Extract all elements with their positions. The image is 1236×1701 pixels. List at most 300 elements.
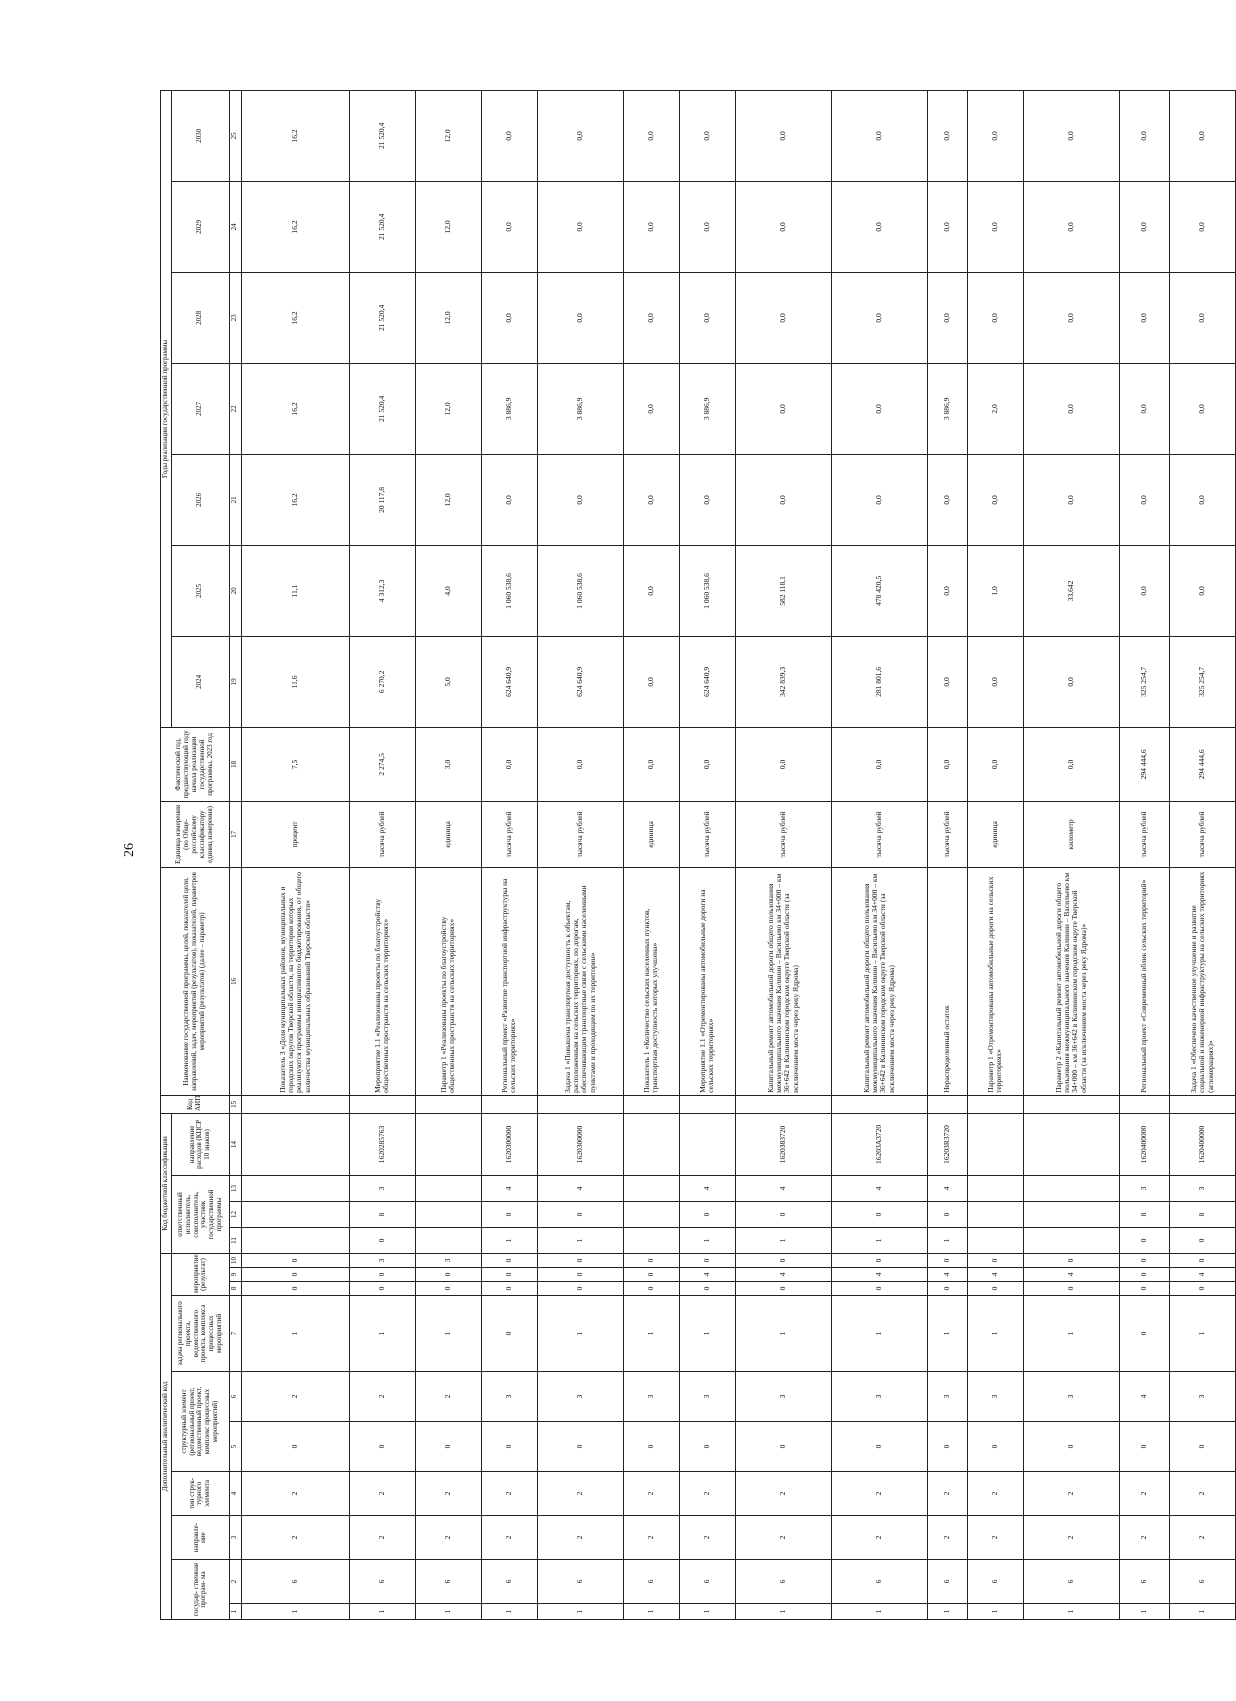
item-name-cell: Региональный проект «Развитие транспортной инфраструктуры на сельских территориях» (481, 867, 537, 1095)
header-years-group: Годы реализации государственной программы (161, 90, 172, 727)
code-digit-cell: 0 (1169, 1253, 1235, 1267)
table-row (415, 90, 481, 1619)
header-structure-element: структурный элемент (региональный проект, ведомственный проект, комплекс процессных мероприятий) (171, 1372, 229, 1472)
year-value-cell: 1 060 538,6 (537, 545, 623, 636)
code-digit-cell: 0 (679, 1201, 735, 1227)
header-year: 2024 (171, 636, 229, 727)
item-name-cell: Капитальный ремонт автомобильной дороги общего пользования межмуниципального значения Калинин – Васильево км 34+000 – км 36+642 в Калининском городском округе Тверской области (за исключением моста через реку Ядрома) (735, 867, 831, 1095)
fact-2023-cell: 0,0 (735, 727, 831, 801)
code-digit-cell: 2 (967, 1472, 1023, 1516)
column-number: 2 (229, 1560, 241, 1604)
item-name-cell: Капитальный ремонт автомобильной дороги общего пользования межмуниципального значения Калинин – Васильево км 34+000 – км 36+642 в Калининском городском округе Тверской области (за исключением моста через реку Ядрома) (831, 867, 927, 1095)
year-value-cell: 0,0 (679, 181, 735, 272)
unit-cell: тысяча рублей (537, 801, 623, 867)
column-number: 13 (229, 1175, 241, 1201)
year-value-cell: 0,0 (831, 363, 927, 454)
code-digit-cell (415, 1227, 481, 1253)
code-digit-cell: 2 (679, 1516, 735, 1560)
code-digit-cell: 4 (927, 1268, 967, 1282)
code-digit-cell: 2 (349, 1516, 415, 1560)
column-number: 14 (229, 1113, 241, 1175)
column-number: 10 (229, 1253, 241, 1267)
expense-direction-cell (1023, 1113, 1119, 1175)
year-value-cell: 624 640,9 (481, 636, 537, 727)
code-digit-cell: 0 (623, 1422, 679, 1472)
code-digit-cell: 2 (1023, 1472, 1119, 1516)
year-value-cell: 624 640,9 (537, 636, 623, 727)
year-value-cell: 0,0 (623, 181, 679, 272)
year-value-cell: 12,0 (415, 272, 481, 363)
year-value-cell: 0,0 (1169, 454, 1235, 545)
column-number: 18 (229, 727, 241, 801)
code-digit-cell: 1 (537, 1227, 623, 1253)
code-digit-cell: 0 (537, 1253, 623, 1267)
code-digit-cell: 6 (1023, 1560, 1119, 1604)
code-digit-cell: 0 (831, 1253, 927, 1267)
code-digit-cell: 0 (349, 1268, 415, 1282)
item-name-cell: Задача 1 «Обеспечено качественное улучшение и развитие социальной и инженерной инфраструктуры на сельских территориях (агломерациях)» (1169, 867, 1235, 1095)
code-digit-cell: 6 (735, 1560, 831, 1604)
expense-direction-cell (623, 1113, 679, 1175)
code-digit-cell: 0 (927, 1422, 967, 1472)
code-digit-cell: 0 (415, 1282, 481, 1296)
code-digit-cell (623, 1201, 679, 1227)
code-digit-cell (967, 1095, 1023, 1113)
code-digit-cell: 0 (967, 1422, 1023, 1472)
code-digit-cell: 1 (623, 1604, 679, 1620)
year-value-cell: 6 270,2 (349, 636, 415, 727)
year-value-cell: 1 060 538,6 (679, 545, 735, 636)
fact-2023-cell: 0,0 (679, 727, 735, 801)
code-digit-cell: 6 (481, 1560, 537, 1604)
year-value-cell: 0,0 (623, 454, 679, 545)
code-digit-cell: 0 (1023, 1253, 1119, 1267)
code-digit-cell: 6 (349, 1560, 415, 1604)
code-digit-cell: 1 (349, 1296, 415, 1372)
code-digit-cell: 1 (831, 1604, 927, 1620)
header-name: Наименование государственной программы, целей, показателей цели, направлений, задач, мероприятий (результатов), показателей, параметров мероприятий (результатов) (далее – параметр) (161, 867, 230, 1095)
code-digit-cell: 2 (241, 1372, 349, 1422)
code-digit-cell: 2 (735, 1472, 831, 1516)
code-digit-cell: 1 (415, 1296, 481, 1372)
expense-direction-cell (967, 1113, 1023, 1175)
year-value-cell: 0,0 (1023, 272, 1119, 363)
code-digit-cell: 3 (735, 1372, 831, 1422)
code-digit-cell: 1 (349, 1604, 415, 1620)
code-digit-cell: 0 (679, 1282, 735, 1296)
code-digit-cell: 0 (1119, 1268, 1169, 1282)
code-digit-cell: 2 (967, 1516, 1023, 1560)
unit-cell: тысяча рублей (481, 801, 537, 867)
code-digit-cell: 6 (537, 1560, 623, 1604)
code-digit-cell: 0 (831, 1282, 927, 1296)
code-digit-cell: 0 (735, 1422, 831, 1472)
table-row (1119, 90, 1169, 1619)
code-digit-cell (415, 1095, 481, 1113)
header-year: 2030 (171, 90, 229, 181)
code-digit-cell: 4 (927, 1175, 967, 1201)
column-number: 22 (229, 363, 241, 454)
code-digit-cell: 0 (241, 1422, 349, 1472)
code-digit-cell: 4 (537, 1175, 623, 1201)
year-value-cell: 0,0 (927, 454, 967, 545)
code-digit-cell: 1 (1119, 1604, 1169, 1620)
table-row (1023, 90, 1119, 1619)
item-name-cell: Региональный проект «Современный облик сельских территорий» (1119, 867, 1169, 1095)
unit-cell: тысяча рублей (1169, 801, 1235, 867)
code-digit-cell: 2 (831, 1472, 927, 1516)
code-digit-cell: 0 (241, 1253, 349, 1267)
code-digit-cell: 0 (623, 1282, 679, 1296)
code-digit-cell: 6 (679, 1560, 735, 1604)
column-number: 7 (229, 1296, 241, 1372)
column-number: 6 (229, 1372, 241, 1422)
code-digit-cell: 0 (967, 1282, 1023, 1296)
year-value-cell: 0,0 (1119, 454, 1169, 545)
column-number: 24 (229, 181, 241, 272)
column-number: 11 (229, 1227, 241, 1253)
code-digit-cell: 0 (241, 1268, 349, 1282)
item-name-cell: Нераспределенный остаток (927, 867, 967, 1095)
code-digit-cell: 0 (1119, 1282, 1169, 1296)
table-body (229, 90, 1235, 1619)
expense-direction-cell: 16203R3720 (927, 1113, 967, 1175)
table-row (481, 90, 537, 1619)
code-digit-cell: 0 (481, 1201, 537, 1227)
column-number: 8 (229, 1282, 241, 1296)
column-number: 1 (229, 1604, 241, 1620)
year-value-cell: 0,0 (1023, 636, 1119, 727)
expense-direction-cell (679, 1113, 735, 1175)
code-digit-cell: 0 (349, 1422, 415, 1472)
code-digit-cell (679, 1095, 735, 1113)
code-digit-cell: 1 (1023, 1604, 1119, 1620)
code-digit-cell: 0 (831, 1201, 927, 1227)
column-number: 23 (229, 272, 241, 363)
year-value-cell: 0,0 (1023, 90, 1119, 181)
item-name-cell: Параметр 2 «Капитальный ремонт автомобильной дороги общего пользования межмуниципального значения Калинин – Васильево км 34+000 – км 36+642 в Калининском городском округе Тверской области (за исключением моста через реку Ядрома)» (1023, 867, 1119, 1095)
year-value-cell: 0,0 (831, 454, 927, 545)
year-value-cell: 3 886,9 (679, 363, 735, 454)
year-value-cell: 0,0 (735, 272, 831, 363)
fact-2023-cell: 3,0 (415, 727, 481, 801)
code-digit-cell: 4 (679, 1268, 735, 1282)
table-row (831, 90, 927, 1619)
code-digit-cell: 0 (735, 1253, 831, 1267)
code-digit-cell: 2 (735, 1516, 831, 1560)
header-year: 2026 (171, 454, 229, 545)
item-name-cell: Параметр 1 «Отремонтированы автомобильные дороги на сельских территориях» (967, 867, 1023, 1095)
year-value-cell: 16,2 (241, 90, 349, 181)
column-number: 3 (229, 1516, 241, 1560)
code-digit-cell: 1 (1023, 1296, 1119, 1372)
year-value-cell: 12,0 (415, 454, 481, 545)
year-value-cell: 281 801,6 (831, 636, 927, 727)
year-value-cell: 0,0 (831, 90, 927, 181)
item-name-cell: Показатель 3 «Доля муниципальных районов, муниципальных и городских округов Тверской области, на территории которых реализуются программы инициативного бюджетирования, от общего количества муниципальных образований Тверской области» (241, 867, 349, 1095)
code-digit-cell: 0 (831, 1422, 927, 1472)
fact-2023-cell: 0,0 (623, 727, 679, 801)
year-value-cell: 4 312,3 (349, 545, 415, 636)
year-value-cell: 2,0 (967, 363, 1023, 454)
code-digit-cell: 2 (831, 1516, 927, 1560)
code-digit-cell: 0 (927, 1282, 967, 1296)
code-digit-cell: 2 (1119, 1516, 1169, 1560)
unit-cell: единица (623, 801, 679, 867)
code-digit-cell: 2 (1169, 1516, 1235, 1560)
year-value-cell: 0,0 (967, 636, 1023, 727)
table-row (967, 90, 1023, 1619)
code-digit-cell: 3 (679, 1372, 735, 1422)
year-value-cell: 624 640,9 (679, 636, 735, 727)
code-digit-cell: 4 (481, 1175, 537, 1201)
code-digit-cell: 2 (415, 1372, 481, 1422)
year-value-cell: 0,0 (735, 363, 831, 454)
expense-direction-cell: 1620383720 (735, 1113, 831, 1175)
code-digit-cell: 8 (349, 1201, 415, 1227)
code-digit-cell: 0 (537, 1422, 623, 1472)
code-digit-cell: 0 (537, 1282, 623, 1296)
year-value-cell: 3 886,9 (537, 363, 623, 454)
column-number: 20 (229, 545, 241, 636)
year-value-cell: 0,0 (679, 272, 735, 363)
code-digit-cell: 0 (927, 1253, 967, 1267)
code-digit-cell: 1 (481, 1227, 537, 1253)
code-digit-cell: 4 (735, 1268, 831, 1282)
year-value-cell: 0,0 (927, 545, 967, 636)
fact-2023-cell: 0,0 (537, 727, 623, 801)
year-value-cell: 0,0 (537, 272, 623, 363)
year-value-cell: 0,0 (679, 90, 735, 181)
code-digit-cell: 0 (679, 1253, 735, 1267)
header-year: 2027 (171, 363, 229, 454)
table-row (927, 90, 967, 1619)
code-digit-cell: 6 (415, 1560, 481, 1604)
year-value-cell: 0,0 (537, 90, 623, 181)
code-digit-cell: 0 (349, 1227, 415, 1253)
code-digit-cell: 0 (927, 1201, 967, 1227)
expense-direction-cell (415, 1113, 481, 1175)
code-digit-cell: 2 (927, 1472, 967, 1516)
code-digit-cell: 2 (241, 1516, 349, 1560)
code-digit-cell: 3 (1119, 1175, 1169, 1201)
header-expense-direction: направление расходов (КЦСР 10 знаков) (171, 1113, 229, 1175)
code-digit-cell: 0 (415, 1422, 481, 1472)
year-value-cell: 582 118,1 (735, 545, 831, 636)
code-digit-cell (623, 1175, 679, 1201)
code-digit-cell: 3 (1169, 1175, 1235, 1201)
year-value-cell: 0,0 (1023, 363, 1119, 454)
year-value-cell: 0,0 (831, 272, 927, 363)
code-digit-cell: 1 (679, 1296, 735, 1372)
code-digit-cell: 4 (831, 1175, 927, 1201)
year-value-cell: 0,0 (1119, 363, 1169, 454)
code-digit-cell: 6 (241, 1560, 349, 1604)
code-digit-cell: 4 (831, 1268, 927, 1282)
year-value-cell: 16,2 (241, 454, 349, 545)
code-digit-cell (1169, 1095, 1235, 1113)
code-digit-cell: 2 (537, 1472, 623, 1516)
code-digit-cell: 3 (831, 1372, 927, 1422)
unit-cell: километр (1023, 801, 1119, 867)
item-name-cell: Параметр 1 «Реализованы проекты по благоустройству общественных пространств на сельских территориях» (415, 867, 481, 1095)
code-digit-cell: 2 (623, 1516, 679, 1560)
header-direction: направле- ние (171, 1516, 229, 1560)
code-digit-cell (831, 1095, 927, 1113)
year-value-cell: 3 886,9 (481, 363, 537, 454)
code-digit-cell: 2 (349, 1472, 415, 1516)
page-number: 26 (122, 843, 137, 857)
fact-2023-cell: 0,0 (1023, 727, 1119, 801)
year-value-cell: 21 520,4 (349, 272, 415, 363)
year-value-cell: 0,0 (623, 545, 679, 636)
table-row (735, 90, 831, 1619)
year-value-cell: 0,0 (623, 363, 679, 454)
column-number: 21 (229, 454, 241, 545)
code-digit-cell (241, 1201, 349, 1227)
code-digit-cell: 1 (241, 1296, 349, 1372)
code-digit-cell: 1 (537, 1296, 623, 1372)
code-digit-cell: 8 (1119, 1201, 1169, 1227)
code-digit-cell: 2 (241, 1472, 349, 1516)
code-digit-cell: 0 (415, 1268, 481, 1282)
year-value-cell: 0,0 (735, 90, 831, 181)
code-digit-cell: 0 (537, 1201, 623, 1227)
header-year: 2028 (171, 272, 229, 363)
year-value-cell: 1,0 (967, 545, 1023, 636)
unit-cell: тысяча рублей (1119, 801, 1169, 867)
code-digit-cell: 0 (735, 1201, 831, 1227)
code-digit-cell: 0 (1119, 1253, 1169, 1267)
code-digit-cell: 6 (623, 1560, 679, 1604)
code-digit-cell (1119, 1095, 1169, 1113)
code-digit-cell: 1 (241, 1604, 349, 1620)
year-value-cell: 0,0 (967, 90, 1023, 181)
fact-2023-cell: 0,0 (967, 727, 1023, 801)
year-value-cell: 478 420,5 (831, 545, 927, 636)
code-digit-cell: 1 (735, 1227, 831, 1253)
year-value-cell: 16,2 (241, 363, 349, 454)
code-digit-cell: 0 (481, 1282, 537, 1296)
year-value-cell: 0,0 (1169, 181, 1235, 272)
code-digit-cell (967, 1175, 1023, 1201)
year-value-cell: 0,0 (537, 181, 623, 272)
unit-cell: тысяча рублей (679, 801, 735, 867)
fact-2023-cell: 0,0 (831, 727, 927, 801)
code-digit-cell: 0 (623, 1253, 679, 1267)
code-digit-cell: 1 (831, 1227, 927, 1253)
code-digit-cell: 6 (927, 1560, 967, 1604)
year-value-cell: 11,6 (241, 636, 349, 727)
code-digit-cell: 2 (679, 1472, 735, 1516)
code-digit-cell: 4 (679, 1175, 735, 1201)
code-digit-cell: 1 (735, 1604, 831, 1620)
year-value-cell: 0,0 (481, 454, 537, 545)
expense-direction-cell: 1620400000 (1119, 1113, 1169, 1175)
fact-2023-cell: 294 444,6 (1119, 727, 1169, 801)
code-digit-cell (735, 1095, 831, 1113)
header-state-program: государ- ственная програм- ма (171, 1560, 229, 1620)
code-digit-cell: 0 (1119, 1296, 1169, 1372)
expense-direction-cell: 1620300000 (481, 1113, 537, 1175)
header-aip-code: Код АИП (161, 1095, 230, 1113)
year-value-cell: 0,0 (481, 90, 537, 181)
code-digit-cell: 8 (1169, 1201, 1235, 1227)
year-value-cell: 342 839,3 (735, 636, 831, 727)
code-digit-cell (927, 1095, 967, 1113)
program-table (160, 90, 1236, 1620)
code-digit-cell: 0 (1023, 1282, 1119, 1296)
code-digit-cell (1023, 1175, 1119, 1201)
code-digit-cell: 0 (1119, 1227, 1169, 1253)
code-digit-cell: 0 (1119, 1422, 1169, 1472)
year-value-cell: 0,0 (1119, 181, 1169, 272)
code-digit-cell: 2 (1119, 1472, 1169, 1516)
code-digit-cell: 1 (679, 1227, 735, 1253)
column-number: 4 (229, 1472, 241, 1516)
year-value-cell: 4,0 (415, 545, 481, 636)
code-digit-cell (241, 1227, 349, 1253)
expense-direction-cell: 16203А3720 (831, 1113, 927, 1175)
unit-cell: тысяча рублей (735, 801, 831, 867)
year-value-cell: 16,2 (241, 181, 349, 272)
column-number: 5 (229, 1422, 241, 1472)
expense-direction-cell (241, 1113, 349, 1175)
code-digit-cell (415, 1175, 481, 1201)
year-value-cell: 33,642 (1023, 545, 1119, 636)
item-name-cell: Мероприятие 1.1 «Отремонтированы автомобильные дороги на сельских территориях» (679, 867, 735, 1095)
header-structure-type: тип струк- турного элемента (171, 1472, 229, 1516)
item-name-cell: Задача 1 «Повышена транспортная доступность к объектам, расположенным на сельских территориях, по дорогам, обеспечивающим транспортные связи с сельскими населенными пунктами и проходящим по их территории» (537, 867, 623, 1095)
code-digit-cell (415, 1201, 481, 1227)
fact-2023-cell: 294 444,6 (1169, 727, 1235, 801)
year-value-cell: 0,0 (831, 181, 927, 272)
year-value-cell: 325 254,7 (1119, 636, 1169, 727)
code-digit-cell: 3 (415, 1253, 481, 1267)
table-row (241, 90, 349, 1619)
year-value-cell: 12,0 (415, 181, 481, 272)
code-digit-cell: 0 (241, 1282, 349, 1296)
code-digit-cell: 3 (1023, 1372, 1119, 1422)
item-name-cell: Мероприятие 1.1 «Реализованы проекты по благоустройству общественных пространств на сельских территориях» (349, 867, 415, 1095)
header-executor: ответственный исполнитель, соисполнитель, участник государственной программы (171, 1175, 229, 1253)
code-digit-cell: 6 (967, 1560, 1023, 1604)
unit-cell: тысяча рублей (831, 801, 927, 867)
fact-2023-cell: 2 274,5 (349, 727, 415, 801)
year-value-cell: 12,0 (415, 90, 481, 181)
header-task: задача регионального проекта, ведомственного проекта, комплекса процессных мероприятий (171, 1296, 229, 1372)
code-digit-cell: 4 (735, 1175, 831, 1201)
code-digit-cell: 3 (537, 1372, 623, 1422)
year-value-cell: 0,0 (735, 454, 831, 545)
code-digit-cell: 1 (967, 1296, 1023, 1372)
table-row (537, 90, 623, 1619)
year-value-cell: 0,0 (1119, 90, 1169, 181)
year-value-cell: 1 060 538,6 (481, 545, 537, 636)
code-digit-cell: 3 (967, 1372, 1023, 1422)
column-number: 16 (229, 867, 241, 1095)
unit-cell: единица (967, 801, 1023, 867)
year-value-cell: 325 254,7 (1169, 636, 1235, 727)
column-number: 12 (229, 1201, 241, 1227)
year-value-cell: 0,0 (1023, 181, 1119, 272)
code-digit-cell: 0 (481, 1268, 537, 1282)
code-digit-cell: 2 (481, 1516, 537, 1560)
code-digit-cell (1023, 1227, 1119, 1253)
code-digit-cell: 1 (679, 1604, 735, 1620)
code-digit-cell: 1 (831, 1296, 927, 1372)
expense-direction-cell: 1620400000 (1169, 1113, 1235, 1175)
